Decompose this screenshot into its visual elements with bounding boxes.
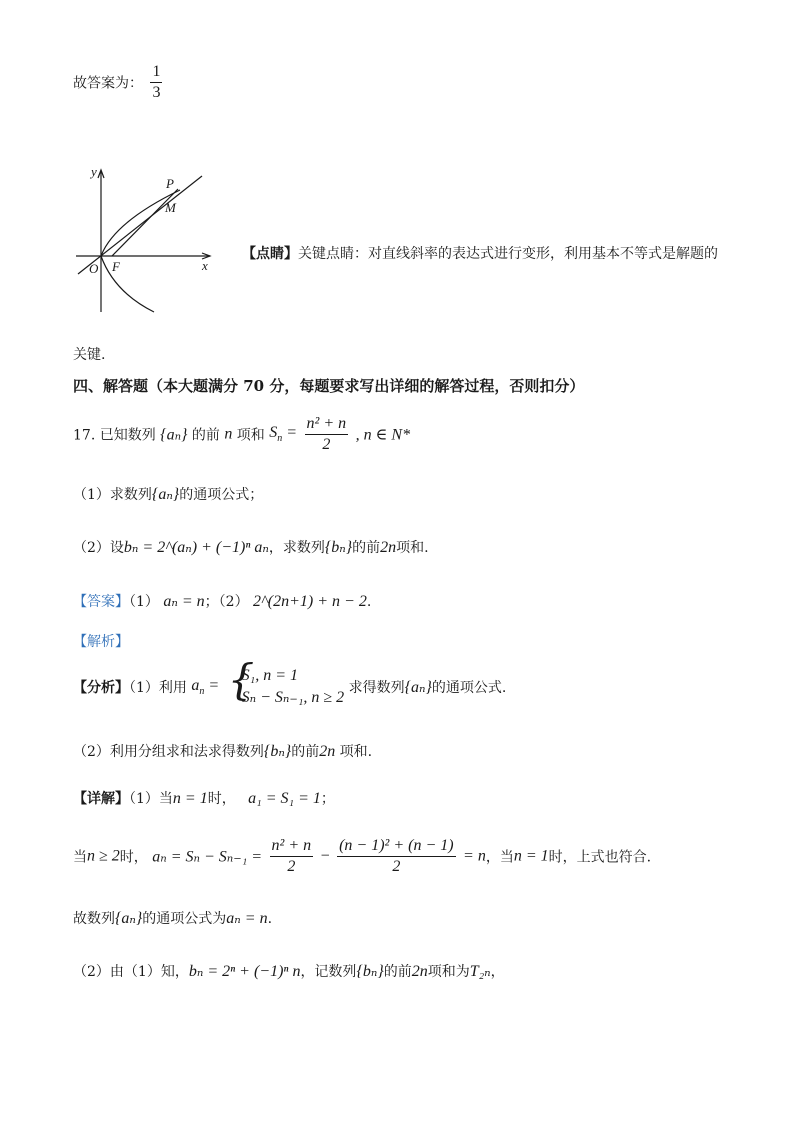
label-o: O bbox=[89, 261, 99, 276]
sn-symbol: $S_n$ = bbox=[269, 424, 298, 445]
detail-l4-end: ， bbox=[490, 964, 505, 980]
seq-a: {aₙ} bbox=[404, 679, 432, 696]
fenxi-line-1 bbox=[73, 655, 507, 709]
label-y: y bbox=[91, 164, 97, 179]
fraction-denominator: 3 bbox=[152, 84, 161, 101]
q17-stem-mid: 的前 bbox=[191, 427, 225, 444]
detail-l3-mid: 的通项公式为 bbox=[142, 911, 227, 927]
answer-1: aₙ = n bbox=[163, 593, 205, 610]
detail-fraction-2 bbox=[337, 836, 456, 877]
bn-formula: bₙ = 2^(aₙ) + (−1)ⁿ aₙ bbox=[123, 539, 269, 556]
detail-l2-tail-cond: n = 1 bbox=[513, 847, 549, 865]
label-f: F bbox=[112, 259, 120, 274]
fenxi-p2-pre: （2）利用分组求和法求得数列 bbox=[73, 744, 264, 760]
q17-part1-post: 的通项公式； bbox=[179, 487, 264, 503]
q17-part2-pre: （2）设 bbox=[73, 540, 124, 556]
left-brace: { bbox=[227, 655, 255, 704]
detail-l4-t: T₂ₙ bbox=[469, 963, 491, 980]
seq-a: {aₙ} bbox=[160, 426, 188, 444]
detail-l3-end: . bbox=[267, 911, 273, 927]
detail-f1-num: n² + n bbox=[270, 836, 314, 857]
label-x: x bbox=[202, 258, 208, 273]
fenxi-tag: 【分析】 bbox=[73, 680, 129, 696]
detail-l4-mid2: 的前 bbox=[383, 964, 412, 980]
note-tag: 【点睛】 bbox=[242, 246, 298, 262]
detail-l1-mid: 时， bbox=[207, 791, 236, 807]
q17-part2-end: 项和. bbox=[396, 540, 429, 556]
detail-l1-eq: a₁ = S₁ = 1 bbox=[248, 790, 321, 807]
detail-line-2 bbox=[73, 836, 651, 877]
detail-l4-pre: （2）由（1）知， bbox=[73, 964, 189, 980]
label-p: P bbox=[166, 176, 174, 191]
answer-fraction bbox=[150, 62, 162, 103]
answer-line bbox=[73, 591, 371, 611]
fenxi-p1-post: 求得数列 bbox=[348, 680, 405, 696]
note-text: 关键点睛：对直线斜率的表达式进行变形，利用基本不等式是解题的 bbox=[298, 246, 718, 262]
an-symbol: $a_n$ = bbox=[191, 676, 220, 698]
detail-f1-den: 2 bbox=[287, 858, 296, 875]
detail-fraction-1 bbox=[270, 836, 314, 877]
detail-l2-cond: n ≥ 2 bbox=[87, 847, 120, 865]
sn-numerator: n² + n bbox=[305, 414, 349, 435]
detail-l1-cond: n = 1 bbox=[172, 790, 208, 807]
detail-l4-mid: ，记数列 bbox=[300, 964, 357, 980]
seq-a: {aₙ} bbox=[115, 910, 143, 927]
detail-l3-eq: aₙ = n bbox=[226, 910, 268, 927]
note-continuation: 关键. bbox=[73, 347, 106, 363]
answer-p1: （1） bbox=[129, 594, 159, 610]
label-m: M bbox=[165, 200, 176, 215]
detail-l1-pre: （1）当 bbox=[129, 791, 173, 807]
seq-b: {bₙ} bbox=[263, 743, 292, 760]
detail-l4-mid3: 项和为 bbox=[427, 964, 470, 980]
detail-l2-pre: 当 bbox=[73, 849, 87, 866]
detail-f2-num: (n − 1)² + (n − 1) bbox=[337, 836, 456, 857]
intro-label: 故答案为： bbox=[73, 75, 143, 92]
fenxi-line-2 bbox=[73, 741, 372, 761]
detail-l1-end: ； bbox=[320, 791, 335, 807]
detail-tag: 【详解】 bbox=[73, 791, 129, 807]
detail-line-3 bbox=[73, 908, 272, 928]
fenxi-p2-2n: 2n bbox=[319, 743, 336, 760]
q17-part1 bbox=[73, 484, 263, 504]
fenxi-p2-end: 项和. bbox=[335, 744, 373, 760]
note-line bbox=[242, 243, 718, 263]
detail-line-1 bbox=[73, 788, 335, 808]
detail-line-4 bbox=[73, 961, 505, 981]
sn-tail: , n ∈ N* bbox=[355, 426, 411, 444]
detail-l2-lhs: aₙ = Sₙ − Sₙ₋₁ = bbox=[152, 848, 263, 866]
fenxi-p1-pre: （1）利用 bbox=[129, 680, 187, 696]
seq-b: {bₙ} bbox=[324, 539, 353, 556]
case-2: Sₙ − Sₙ₋₁, n ≥ 2 bbox=[241, 689, 345, 706]
fenxi-p2-post: 的前 bbox=[291, 744, 320, 760]
detail-l2-tail-end: 时，上式也符合. bbox=[548, 849, 652, 866]
answer-tag: 【答案】 bbox=[73, 594, 129, 610]
seq-b: {bₙ} bbox=[356, 963, 384, 980]
sn-denominator: 2 bbox=[322, 436, 331, 453]
q17-stem-post: 项和 bbox=[232, 427, 265, 444]
intro-answer bbox=[73, 62, 165, 103]
answer-end: . bbox=[366, 594, 372, 610]
case-1: S₁, n = 1 bbox=[241, 667, 298, 684]
line-through-p bbox=[78, 176, 202, 274]
q17-stem-pre: 17. 已知数列 bbox=[73, 427, 156, 444]
detail-l2-tail-pre: ，当 bbox=[485, 849, 514, 866]
q17-stem bbox=[73, 414, 410, 455]
q17-part2-mid: ，求数列 bbox=[268, 540, 325, 556]
detail-f2-den: 2 bbox=[392, 858, 401, 875]
answer-sep: ；（2） bbox=[204, 594, 249, 610]
q17-part1-pre: （1）求数列 bbox=[73, 487, 152, 503]
detail-minus: − bbox=[320, 847, 330, 865]
detail-l3-pre: 故数列 bbox=[73, 911, 115, 927]
section-title: 四、解答题（本大题满分 70 分，每题要求写出详细的解答过程，否则扣分） bbox=[73, 377, 585, 395]
q17-part2-2n: 2n bbox=[380, 539, 397, 556]
q17-part2-post: 的前 bbox=[352, 540, 381, 556]
detail-l4-eq: bₙ = 2ⁿ + (−1)ⁿ n bbox=[188, 963, 301, 980]
fraction-numerator: 1 bbox=[150, 62, 162, 83]
sn-fraction bbox=[305, 414, 349, 455]
parabola-figure bbox=[74, 162, 216, 317]
q17-stem-n: n bbox=[224, 425, 233, 443]
detail-l4-2n: 2n bbox=[411, 963, 428, 980]
q17-part2 bbox=[73, 537, 429, 557]
fenxi-p1-end: 的通项公式. bbox=[431, 680, 507, 696]
answer-2: 2^(2n+1) + n − 2 bbox=[253, 593, 367, 610]
detail-l2-rhs: = n bbox=[463, 847, 486, 865]
analysis-tag: 【解析】 bbox=[73, 634, 129, 650]
seq-a: {aₙ} bbox=[151, 486, 180, 503]
case-brace bbox=[227, 655, 345, 709]
detail-l2-mid: 时， bbox=[119, 849, 148, 866]
